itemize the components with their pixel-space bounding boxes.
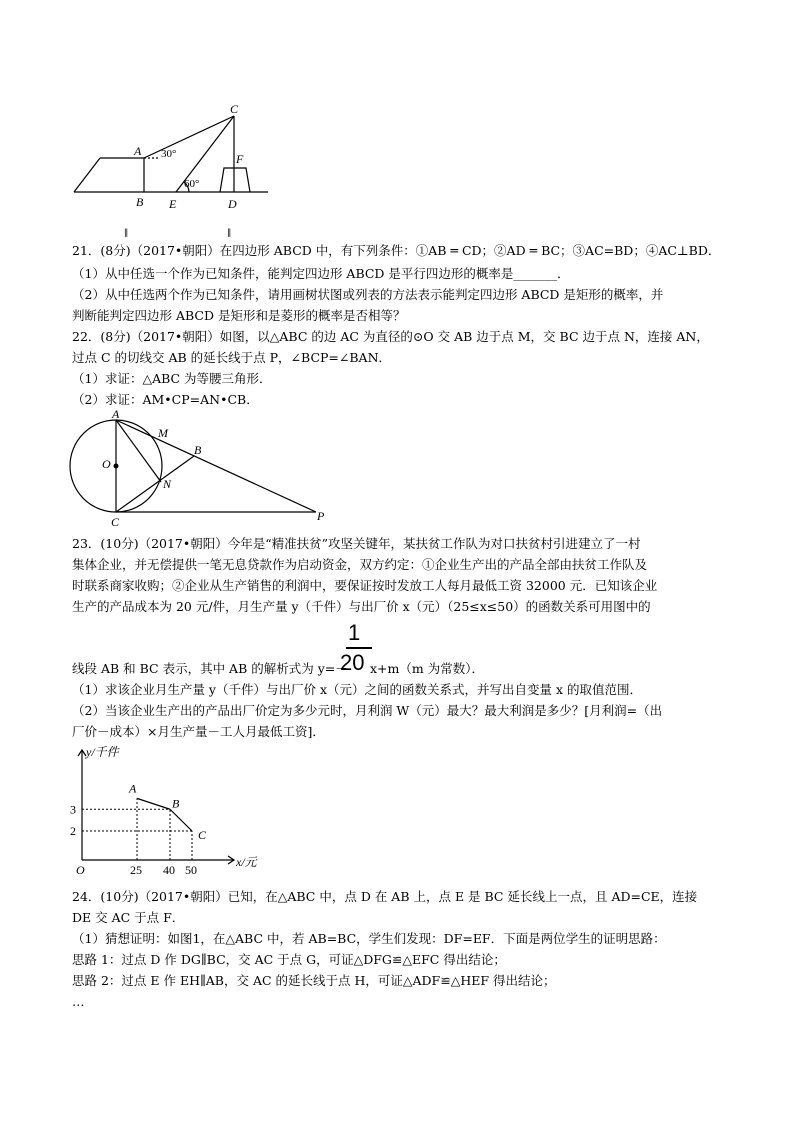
q24-line-5: 思路 2：过点 E 作 EH∥AB，交 AC 的延长线于点 H，可证△ADF≌△HEF 得出结论； bbox=[72, 973, 556, 988]
y-tick-2: 2 bbox=[70, 824, 76, 838]
label-B: B bbox=[194, 443, 202, 457]
label-N: N bbox=[163, 477, 172, 491]
function-graph bbox=[66, 742, 266, 882]
q21-line-3: （2）从中任选两个作为已知条件，请用画树状图或列表的方法表示能判定四边形 ABCD 是矩形的概率，并 bbox=[72, 287, 664, 302]
q24-line-1: 24．(10分)（2017•朝阳）已知，在△ABC 中，点 D 在 AB 上，点 E 是 BC 延长线上一点，且 AD=CE，连接 bbox=[72, 889, 698, 904]
point-label-A: A bbox=[129, 781, 137, 796]
q23-line-4: 生产的产品成本为 20 元/件，月生产量 y（千件）与出厂价 x（元）（25≤x≤50）的函数关系可用图中的 bbox=[72, 599, 651, 614]
label-C: C bbox=[111, 515, 120, 529]
q24-line-3: （1）猜想证明：如图1，在△ABC 中，若 AB=BC，学生们发现：DF=EF．下面是两位学生的证明思路： bbox=[72, 931, 666, 946]
label-E: E bbox=[169, 197, 177, 211]
q23-line-3: 时联系商家收购；②企业从生产销售的利润中，要保证按时发放工人每月最低工资 32000 元．已知该企业 bbox=[72, 578, 658, 593]
origin-label: O bbox=[76, 863, 85, 877]
q21-line-2: （1）从中任选一个作为已知条件，能判定四边形 ABCD 是平行四边形的概率是_______． bbox=[72, 266, 570, 281]
label-angle-30: 30° bbox=[161, 148, 177, 160]
x-axis-label: x/元 bbox=[236, 855, 257, 869]
q23-line-7: （2）当该企业生产出的产品出厂价定为多少元时，月利润 W（元）最大？最大利润是多少？[月利润=（出 bbox=[72, 703, 663, 718]
label-P: P bbox=[317, 509, 325, 523]
segment-AC bbox=[144, 116, 234, 158]
geometry-figure-1 bbox=[68, 100, 288, 216]
segment-BC bbox=[170, 809, 192, 831]
parallel-mark-1: ∥ bbox=[124, 229, 129, 239]
point-label-B: B bbox=[172, 796, 180, 811]
q23-line-5a: 线段 AB 和 BC 表示，其中 AB 的解析式为 y=－ bbox=[72, 661, 348, 676]
q24-line-6: … bbox=[72, 994, 85, 1009]
center-dot bbox=[114, 464, 119, 469]
label-B: B bbox=[136, 195, 144, 209]
q23-line-5b: x+m（m 为常数）． bbox=[370, 661, 484, 676]
fraction-bar bbox=[346, 647, 372, 649]
q21-line-1: 21．(8分)（2017•朝阳）在四边形 ABCD 中，有下列条件：①AB ═ CD；②AD ═ BC；③AC=BD；④AC⊥BD． bbox=[72, 243, 721, 258]
fraction-denominator: 20 bbox=[340, 650, 365, 675]
segment-CB bbox=[116, 456, 194, 512]
fraction-numerator: 1 bbox=[348, 620, 361, 645]
line-AP bbox=[116, 420, 316, 512]
y-axis-label: y/千件 bbox=[86, 745, 119, 759]
x-tick-50: 50 bbox=[185, 863, 197, 877]
q22-line-1: 22．(8分)（2017•朝阳）如图，以△ABC 的边 AC 为直径的⊙O 交 AB 边于点 M，交 BC 边于点 N，连接 AN， bbox=[72, 329, 709, 344]
q23-line-8: 厂价－成本）×月生产量－工人月最低工资]． bbox=[72, 724, 325, 739]
point-label-C: C bbox=[198, 828, 207, 842]
label-A: A bbox=[112, 410, 120, 421]
label-C: C bbox=[230, 102, 239, 116]
q23-line-6: （1）求该企业月生产量 y（千件）与出厂价 x（元）之间的函数关系式，并写出自变量 x 的取值范围． bbox=[72, 682, 643, 697]
parallel-mark-2: ∥ bbox=[227, 229, 232, 239]
q22-line-2: 过点 C 的切线交 AB 的延长线于点 P，∠BCP=∠BAN． bbox=[72, 350, 392, 365]
q21-line-4: 判断能判定四边形 ABCD 是矩形和是菱形的概率是否相等？ bbox=[72, 308, 406, 323]
q24-line-2: DE 交 AC 于点 F． bbox=[72, 910, 185, 925]
segment-AN bbox=[116, 420, 161, 482]
q22-line-4: （2）求证：AM•CP=AN•CB． bbox=[72, 392, 259, 407]
trapezoid-F bbox=[220, 168, 250, 192]
q23-line-2: 集体企业，并无偿提供一笔无息贷款作为启动资金，双方约定：①企业生产出的产品全部由扶贫工作队及 bbox=[72, 557, 648, 572]
q22-line-3: （1）求证：△ABC 为等腰三角形． bbox=[72, 371, 272, 386]
label-D: D bbox=[228, 197, 237, 211]
q24-line-4: 思路 1：过点 D 作 DG∥BC，交 AC 于点 G，可证△DFG≌△EFC 得出结论； bbox=[72, 952, 506, 967]
segment-AB bbox=[137, 798, 170, 809]
label-A: A bbox=[134, 144, 142, 158]
y-tick-3: 3 bbox=[70, 802, 76, 817]
left-slope bbox=[74, 158, 100, 192]
label-F: F bbox=[236, 152, 244, 166]
x-tick-25: 25 bbox=[130, 863, 142, 877]
label-O: O bbox=[102, 457, 111, 471]
label-angle-60: 60° bbox=[184, 178, 200, 190]
geometry-figure-2 bbox=[66, 410, 336, 532]
label-M: M bbox=[158, 426, 168, 440]
x-tick-40: 40 bbox=[163, 863, 175, 877]
q23-line-1: 23．(10分)（2017•朝阳）今年是“精准扶贫”攻坚关键年，某扶贫工作队为对口扶贫村引进建立了一村 bbox=[72, 536, 641, 551]
